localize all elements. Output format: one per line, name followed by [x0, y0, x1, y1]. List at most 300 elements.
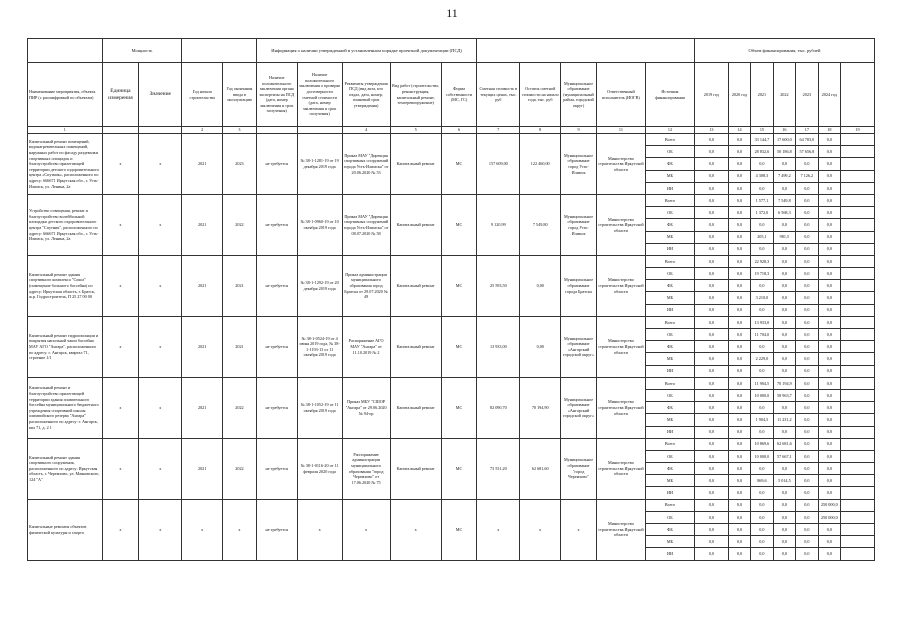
worktype-cell: Капитальный ремонт: [390, 194, 441, 255]
empty-cell: [841, 219, 875, 231]
funding-amount: 0,0: [751, 341, 773, 353]
estimated-cost: 82 090,70: [477, 377, 520, 438]
funding-amount: 10 000,0: [751, 389, 773, 401]
expertise-cell: не требуется: [256, 438, 297, 499]
funding-source: ФБ: [645, 219, 694, 231]
funding-amount: 0,0: [796, 341, 818, 353]
funding-amount: 5 014,5: [773, 475, 795, 487]
funding-amount: 0,0: [796, 316, 818, 328]
year-header: 2024 год: [818, 63, 840, 127]
funding-amount: 0,0: [695, 463, 729, 475]
ownership-cell: МС: [441, 134, 477, 195]
funding-amount: 0,0: [728, 243, 750, 255]
end-year: 2021: [223, 255, 257, 316]
empty-cell: [841, 134, 875, 146]
funding-amount: 0,0: [695, 389, 729, 401]
empty-cell: [841, 268, 875, 280]
empty-cell: [841, 463, 875, 475]
funding-amount: 0,0: [773, 268, 795, 280]
approval-cell: Приказ администрации муниципального образования город Братска от 29.07.2020 № 49: [342, 255, 390, 316]
funding-amount: 0,0: [773, 524, 795, 536]
funding-amount: 0,0: [695, 243, 729, 255]
funding-amount: 0,0: [818, 292, 840, 304]
column-number: 8: [520, 127, 561, 134]
funding-amount: 0,0: [818, 146, 840, 158]
expertise-cell: не требуется: [256, 499, 297, 560]
funding-amount: 0,0: [796, 353, 818, 365]
column-number: 14: [728, 127, 750, 134]
object-name: Капитальный ремонт гидроизоляции и покрытия напольной чаши бассейна МАУ АГО "Ангара", расположенного по адресу: г. Ангарск, квартал 71, строение 1/1: [28, 316, 103, 377]
funding-amount: 0,0: [818, 304, 840, 316]
executor-cell: Министерство строительства Иркутской области: [596, 316, 645, 377]
remaining-cost: х: [520, 499, 561, 560]
funding-amount: 0,0: [818, 231, 840, 243]
municipality-cell: Муниципальное образование города Братска: [561, 255, 597, 316]
funding-amount: 0,0: [728, 316, 750, 328]
ownership-cell: МС: [441, 377, 477, 438]
empty-cell: [841, 389, 875, 401]
funding-amount: 0,0: [695, 292, 729, 304]
empty-cell: [841, 536, 875, 548]
funding-amount: 0,0: [796, 194, 818, 206]
empty-cell: [841, 304, 875, 316]
funding-amount: 57 667,1: [773, 450, 795, 462]
funding-amount: 0,0: [796, 377, 818, 389]
funding-amount: 0,0: [728, 487, 750, 499]
column-number: [102, 127, 139, 134]
funding-source: ОБ: [645, 389, 694, 401]
empty-cell: [841, 243, 875, 255]
funding-source: ФБ: [645, 402, 694, 414]
object-name: Капитальные ремонты объектов физической культуры и спорта: [28, 499, 103, 560]
funding-amount: 0,0: [818, 329, 840, 341]
funding-amount: 0,0: [695, 194, 729, 206]
funding-amount: 0,0: [796, 475, 818, 487]
funding-amount: 11 904,5: [751, 377, 773, 389]
funding-amount: 0,0: [751, 524, 773, 536]
column-number: [139, 127, 182, 134]
empty-cell: [841, 548, 875, 560]
estimated-cost: 13 933,00: [477, 316, 520, 377]
page-number: 11: [446, 6, 458, 20]
empty-cell: [841, 231, 875, 243]
funding-source: ИИ: [645, 182, 694, 194]
municipality-cell: Муниципальное образование город Усть-Илимск: [561, 134, 597, 195]
reliability-cell: № 38-1-0524-19 от 4 июня 2019 года, № 38-1-1193-13 от 11 октября 2019 года: [297, 316, 342, 377]
financing-table: [27, 38, 875, 561]
funding-amount: 869,6: [751, 475, 773, 487]
unit-cell: х: [102, 194, 139, 255]
column-number: 9: [561, 127, 597, 134]
funding-amount: 0,0: [728, 304, 750, 316]
funding-amount: 0,0: [818, 438, 840, 450]
column-number: 19: [841, 127, 875, 134]
end-year: 2022: [223, 194, 257, 255]
year-header: 2019 год: [695, 63, 729, 127]
psd-info-header: Информация о наличии утвержденной в установленном порядке проектной документации (ПСД): [256, 39, 477, 63]
expertise-cell: не требуется: [256, 194, 297, 255]
funding-source: Всего: [645, 255, 694, 267]
empty-cell: [841, 377, 875, 389]
funding-amount: 0,0: [751, 511, 773, 523]
funding-amount: 0,0: [728, 450, 750, 462]
funding-source: ФБ: [645, 341, 694, 353]
object-name: Капитальный ремонт здания спортивного сооружения, расположенного по адресу: Иркутская область, г. Черемхово, ул. Маяковского, 124 "А": [28, 438, 103, 499]
funding-amount: 0,0: [695, 402, 729, 414]
worktype-cell: Капитальный ремонт: [390, 438, 441, 499]
unit-cell: х: [102, 134, 139, 195]
table-row: [28, 194, 875, 206]
funding-amount: 0,0: [818, 450, 840, 462]
funding-amount: 0,0: [796, 487, 818, 499]
empty-cell: [841, 146, 875, 158]
funding-amount: 0,0: [728, 377, 750, 389]
worktype-cell: х: [390, 499, 441, 560]
funding-amount: 0,0: [773, 499, 795, 511]
ownership-cell: МС: [441, 499, 477, 560]
funding-amount: 0,0: [695, 316, 729, 328]
funding-amount: 0,0: [773, 243, 795, 255]
worktype-cell: Капитальный ремонт: [390, 377, 441, 438]
end-year: 2022: [223, 438, 257, 499]
funding-amount: 0,0: [728, 414, 750, 426]
funding-amount: 0,0: [773, 304, 795, 316]
funding-source: ИИ: [645, 548, 694, 560]
funding-amount: 0,0: [728, 182, 750, 194]
funding-amount: 0,0: [796, 292, 818, 304]
column-number: 5: [390, 127, 441, 134]
unit-cell: х: [102, 499, 139, 560]
col-start-header: Год начала строительства: [182, 63, 223, 127]
funding-amount: 57 656,8: [796, 146, 818, 158]
column-number: 16: [773, 127, 795, 134]
funding-amount: 0,0: [728, 194, 750, 206]
funding-amount: 0,0: [695, 134, 729, 146]
funding-amount: 0,0: [796, 268, 818, 280]
funding-amount: 0,0: [728, 536, 750, 548]
funding-amount: 22 928,3: [751, 255, 773, 267]
funding-amount: 64 783,0: [796, 134, 818, 146]
funding-source: ИИ: [645, 487, 694, 499]
funding-source: ОБ: [645, 511, 694, 523]
funding-amount: 0,0: [818, 182, 840, 194]
estimated-cost: 9 120,99: [477, 194, 520, 255]
col-name-header: Наименование мероприятия, объекта. ПИР (с расшифровкой по объектам): [28, 63, 103, 127]
table-row: [28, 499, 875, 511]
remaining-cost: 62 681,60: [520, 438, 561, 499]
funding-amount: 0,0: [728, 255, 750, 267]
funding-amount: 0,0: [773, 353, 795, 365]
remaining-cost: 7 549,80: [520, 194, 561, 255]
funding-amount: 0,0: [818, 389, 840, 401]
funding-amount: 0,0: [773, 426, 795, 438]
funding-amount: 0,0: [751, 365, 773, 377]
funding-amount: 0,0: [818, 255, 840, 267]
expertise-cell: не требуется: [256, 255, 297, 316]
funding-source: Всего: [645, 316, 694, 328]
funding-amount: 0,0: [773, 536, 795, 548]
funding-amount: 0,0: [773, 280, 795, 292]
funding-source: МБ: [645, 353, 694, 365]
empty-cell: [841, 499, 875, 511]
start-year: 2021: [182, 255, 223, 316]
empty-cell: [841, 280, 875, 292]
col-value-header: Значение: [139, 63, 182, 127]
funding-source: ОБ: [645, 207, 694, 219]
estimated-cost: х: [477, 499, 520, 560]
funding-source: Всего: [645, 499, 694, 511]
funding-amount: 0,0: [695, 353, 729, 365]
funding-amount: 0,0: [796, 158, 818, 170]
column-number: 12: [645, 127, 694, 134]
empty-cell: [841, 170, 875, 182]
funding-amount: 0,0: [695, 268, 729, 280]
funding-amount: 0,0: [773, 548, 795, 560]
funding-amount: 0,0: [728, 134, 750, 146]
col-executor-header: Ответственный исполнитель (ИОГВ): [596, 63, 645, 127]
funding-amount: 0,0: [773, 365, 795, 377]
reliability-cell: № 38-1-0960-19 от 10 октября 2019 года: [297, 194, 342, 255]
start-year: 2021: [182, 194, 223, 255]
remaining-cost: 122 460,00: [520, 134, 561, 195]
funding-amount: 0,0: [818, 487, 840, 499]
funding-amount: 0,0: [796, 548, 818, 560]
funding-amount: 0,0: [695, 170, 729, 182]
column-number: 3: [223, 127, 257, 134]
funding-source: ФБ: [645, 158, 694, 170]
empty-cell: [841, 292, 875, 304]
funding-amount: 0,0: [818, 414, 840, 426]
end-year: 2023: [223, 134, 257, 195]
funding-amount: 0,0: [728, 475, 750, 487]
funding-amount: 0,0: [728, 548, 750, 560]
col-source-header: Источник финансирования: [645, 63, 694, 127]
funding-amount: 0,0: [728, 146, 750, 158]
funding-amount: 0,0: [695, 341, 729, 353]
value-cell: х: [139, 377, 182, 438]
funding-amount: 0,0: [818, 134, 840, 146]
funding-amount: 0,0: [751, 158, 773, 170]
col-ownership-header: Форма собственности (МС, ГС): [441, 63, 477, 127]
funding-amount: 28 832,6: [751, 146, 773, 158]
empty-cell: [841, 182, 875, 194]
funding-amount: 0,0: [773, 219, 795, 231]
funding-source: МБ: [645, 475, 694, 487]
funding-source: ИИ: [645, 365, 694, 377]
funding-amount: 11 704,0: [751, 329, 773, 341]
municipality-cell: Муниципальное образование «Ангарский городской округ»: [561, 316, 597, 377]
funding-amount: 7 499,2: [773, 170, 795, 182]
estimated-cost: 73 531,20: [477, 438, 520, 499]
funding-amount: 33 144,7: [751, 134, 773, 146]
start-year: 2021: [182, 134, 223, 195]
funding-amount: 0,0: [751, 536, 773, 548]
table-row: [28, 377, 875, 389]
start-year: 2021: [182, 377, 223, 438]
approval-cell: Распоряжение АГО МАУ "Ангара" от 11.10.2019 № 2: [342, 316, 390, 377]
funding-source: ФБ: [645, 463, 694, 475]
funding-amount: 0,0: [818, 219, 840, 231]
approval-cell: Приказ МБУ "СШОР "Ангара" от 29.06.2020 № 94-ор: [342, 377, 390, 438]
funding-amount: 0,0: [728, 511, 750, 523]
funding-amount: 0,0: [818, 243, 840, 255]
funding-amount: 0,0: [773, 158, 795, 170]
funding-amount: 0,0: [695, 365, 729, 377]
funding-amount: 0,0: [796, 255, 818, 267]
funding-amount: 0,0: [728, 426, 750, 438]
empty-cell: [841, 158, 875, 170]
col-worktype-header: Вид работ (строительство, реконструкция, капитальный ремонт, техперевооружение): [390, 63, 441, 127]
funding-amount: 0,0: [695, 487, 729, 499]
funding-amount: 0,0: [796, 524, 818, 536]
funding-amount: 0,0: [818, 548, 840, 560]
municipality-cell: х: [561, 499, 597, 560]
funding-amount: 0,0: [695, 511, 729, 523]
funding-amount: 0,0: [796, 389, 818, 401]
funding-amount: 0,0: [818, 170, 840, 182]
funding-source: ИИ: [645, 243, 694, 255]
funding-amount: 0,0: [796, 182, 818, 194]
funding-amount: 0,0: [773, 487, 795, 499]
funding-amount: 0,0: [728, 268, 750, 280]
funding-amount: 0,0: [695, 414, 729, 426]
funding-amount: 7 549,8: [773, 194, 795, 206]
end-year: х: [223, 499, 257, 560]
funding-amount: 0,0: [751, 304, 773, 316]
funding-source: МБ: [645, 292, 694, 304]
funding-amount: 205,1: [751, 231, 773, 243]
end-year: 2021: [223, 316, 257, 377]
funding-amount: 0,0: [796, 304, 818, 316]
funding-source: ОБ: [645, 329, 694, 341]
funding-amount: 0,0: [728, 524, 750, 536]
funding-amount: 1 577,1: [751, 194, 773, 206]
column-number: [256, 127, 297, 134]
funding-amount: 0,0: [796, 438, 818, 450]
funding-amount: 0,0: [695, 548, 729, 560]
funding-amount: 0,0: [728, 402, 750, 414]
column-number: [297, 127, 342, 134]
funding-amount: 981,5: [773, 231, 795, 243]
start-year: 2021: [182, 316, 223, 377]
funding-amount: 6 568,3: [773, 207, 795, 219]
executor-cell: Министерство строительства Иркутской области: [596, 438, 645, 499]
funding-amount: 0,0: [695, 231, 729, 243]
funding-amount: 1 904,5: [751, 414, 773, 426]
funding-amount: 0,0: [695, 438, 729, 450]
worktype-cell: Капитальный ремонт: [390, 316, 441, 377]
empty-cell: [841, 194, 875, 206]
reliability-cell: № 38-1-1292-19 от 20 декабря 2019 года: [297, 255, 342, 316]
column-number: 1: [28, 127, 103, 134]
funding-amount: 0,0: [751, 548, 773, 560]
ownership-cell: МС: [441, 316, 477, 377]
column-number: 13: [695, 127, 729, 134]
value-cell: х: [139, 134, 182, 195]
funding-amount: 10 000,0: [751, 450, 773, 462]
funding-amount: 0,0: [728, 280, 750, 292]
funding-source: ИИ: [645, 426, 694, 438]
funding-amount: 10 869,6: [751, 438, 773, 450]
empty-cell: [841, 426, 875, 438]
empty-cell: [841, 255, 875, 267]
funding-source: Всего: [645, 134, 694, 146]
funding-amount: 0,0: [728, 389, 750, 401]
funding-amount: 0,0: [695, 280, 729, 292]
funding-amount: 0,0: [773, 255, 795, 267]
year-header: 2020 год: [728, 63, 750, 127]
funding-amount: 0,0: [796, 536, 818, 548]
funding-amount: 13 933,0: [751, 316, 773, 328]
funding-amount: 1 372,0: [751, 207, 773, 219]
funding-amount: 0,0: [773, 316, 795, 328]
end-year: 2022: [223, 377, 257, 438]
empty-cell: [841, 487, 875, 499]
approval-cell: х: [342, 499, 390, 560]
funding-amount: 0,0: [695, 158, 729, 170]
funding-amount: 4 308,3: [751, 170, 773, 182]
funding-amount: 2 229,0: [751, 353, 773, 365]
ownership-cell: МС: [441, 194, 477, 255]
funding-amount: 0,0: [728, 329, 750, 341]
funding-amount: 0,0: [773, 292, 795, 304]
object-name: Капитальный ремонт и благоустройство прилегающей территории здания плавательного бассейна муниципального бюджетного учреждения спортивной школы олимпийского резерва "Ангара" расположенного по адресу: г. Ангарск, квл 71, д. 2 1: [28, 377, 103, 438]
table-row: [28, 438, 875, 450]
unit-cell: х: [102, 438, 139, 499]
funding-source: МБ: [645, 231, 694, 243]
funding-source: Всего: [645, 438, 694, 450]
object-name: Капитальный ремонт помещений, водонагревательных помещений, наружных работ по фасаду раздевалки спортивных площадок и благоустройство прилегающей территории детского оздоровительного центра «Спутник», расположенного по адресу: 666671 Иркутская обл., г. Усть-Илимск, ул. Ленина, 2а: [28, 134, 103, 195]
funding-source: Всего: [645, 377, 694, 389]
funding-amount: 0,0: [796, 231, 818, 243]
financing-header: Объем финансирования, тыс. рублей: [695, 39, 875, 63]
unit-cell: х: [102, 255, 139, 316]
funding-amount: 0,0: [818, 316, 840, 328]
empty-cell: [841, 316, 875, 328]
empty-cell: [841, 511, 875, 523]
funding-amount: 0,0: [751, 426, 773, 438]
table-row: [28, 316, 875, 328]
object-name: Устройство освещения, ремонт и благоустройство волейбольной площадки детского оздоровительного центра "Спутник", расположенного по адресу: 666671 Иркутская обл., г. Усть-Илимск, ул. Ленина, 2а: [28, 194, 103, 255]
remaining-cost: 70 194,90: [520, 377, 561, 438]
col-unit-header: Единица измерения: [102, 63, 139, 127]
funding-amount: 0,0: [796, 207, 818, 219]
column-number: 7: [477, 127, 520, 134]
funding-amount: 0,0: [818, 475, 840, 487]
funding-source: ОБ: [645, 268, 694, 280]
funding-amount: 0,0: [728, 231, 750, 243]
funding-amount: 0,0: [751, 243, 773, 255]
empty-cell: [841, 524, 875, 536]
funding-amount: 0,0: [818, 268, 840, 280]
value-cell: х: [139, 194, 182, 255]
col-approval-header: Реквизиты утверждения ПСД (вид акта, кто издал, дата, номер, плановый срок утверждения): [342, 63, 390, 127]
funding-amount: 0,0: [796, 329, 818, 341]
funding-source: ФБ: [645, 524, 694, 536]
funding-amount: 0,0: [728, 170, 750, 182]
funding-amount: 0,0: [796, 511, 818, 523]
value-cell: х: [139, 438, 182, 499]
approval-cell: Приказ МАУ "Дирекция спортивных сооружений города Усть-Илимска" от 20.06.2020 № 53: [342, 134, 390, 195]
expertise-cell: не требуется: [256, 134, 297, 195]
funding-amount: 0,0: [796, 499, 818, 511]
funding-amount: 0,0: [796, 402, 818, 414]
municipality-cell: Муниципальное образование город Усть-Илимск: [561, 194, 597, 255]
funding-amount: 0,0: [818, 365, 840, 377]
empty-cell: [841, 341, 875, 353]
ownership-cell: МС: [441, 438, 477, 499]
table-row: [28, 255, 875, 267]
